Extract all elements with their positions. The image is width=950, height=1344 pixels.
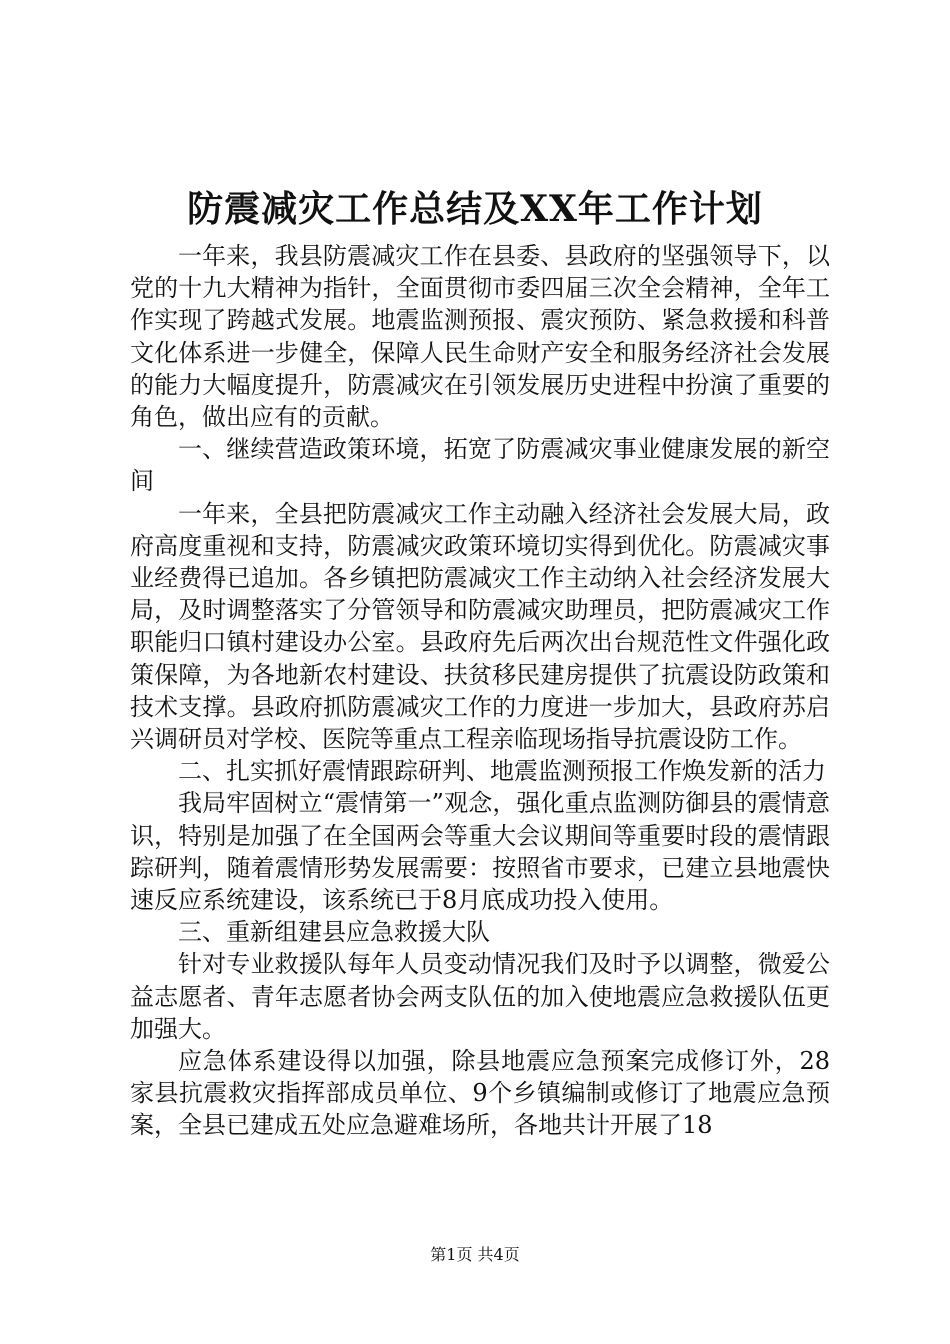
paragraph-section-2: 我局牢固树立“震情第一”观念，强化重点监测防御县的震情意识，特别是加强了在全国两会等重大会议期间等重要时段的震情跟踪研判，随着震情形势发展需要：按照省市要求，已建立县地震快速反应系统建设，该系统已于8月底成功投入使用。 bbox=[130, 789, 830, 915]
paragraph-section-3: 针对专业救援队每年人员变动情况我们及时予以调整，微爱公益志愿者、青年志愿者协会两支队伍的加入使地震应急救援队伍更加强大。 bbox=[130, 950, 830, 1043]
paragraph-section-1: 一年来，全县把防震减灾工作主动融入经济社会发展大局，政府高度重视和支持，防震减灾政策环境切实得到优化。防震减灾事业经费得已追加。各乡镇把防震减灾工作主动纳入社会经济发展大局，及时调整落实了分管领导和防震减灾助理员，把防震减灾工作职能归口镇村建设办公室。县政府先后两次出台规范性文件强化政策保障，为各地新农村建设、扶贫移民建房提供了抗震设防政策和技术支撑。县政府抓防震减灾工作的力度进一步加大，县政府苏启兴调研员对学校、医院等重点工程亲临现场指导抗震设防工作。 bbox=[130, 499, 830, 754]
page-footer: 第1页 共4页 bbox=[430, 1245, 520, 1264]
paragraph-intro: 一年来，我县防震减灾工作在县委、县政府的坚强领导下，以党的十九大精神为指针，全面贯彻市委四届三次全会精神，全年工作实现了跨越式发展。地震监测预报、震灾预防、紧急救援和科普文化体系进一步健全，保障人民生命财产安全和服务经济社会发展的能力大幅度提升，防震减灾在引领发展历史进程中扮演了重要的角色，做出应有的贡献。 bbox=[130, 242, 830, 432]
paragraph-emergency-system: 应急体系建设得以加强，除县地震应急预案完成修订外，28家县抗震救灾指挥部成员单位、9个乡镇编制或修订了地震应急预案，全县已建成五处应急避难场所，各地共计开展了18 bbox=[130, 1047, 830, 1140]
document-body bbox=[130, 240, 830, 1142]
section-heading-3: 三、重新组建县应急救援大队 bbox=[178, 918, 490, 947]
document-title: 防震减灾工作总结及XX年工作计划 bbox=[187, 188, 763, 230]
section-heading-1: 一、继续营造政策环境，拓宽了防震减灾事业健康发展的新空间 bbox=[130, 435, 830, 496]
section-heading-2: 二、扎实抓好震情跟踪研判、地震监测预报工作焕发新的活力 bbox=[178, 757, 826, 786]
